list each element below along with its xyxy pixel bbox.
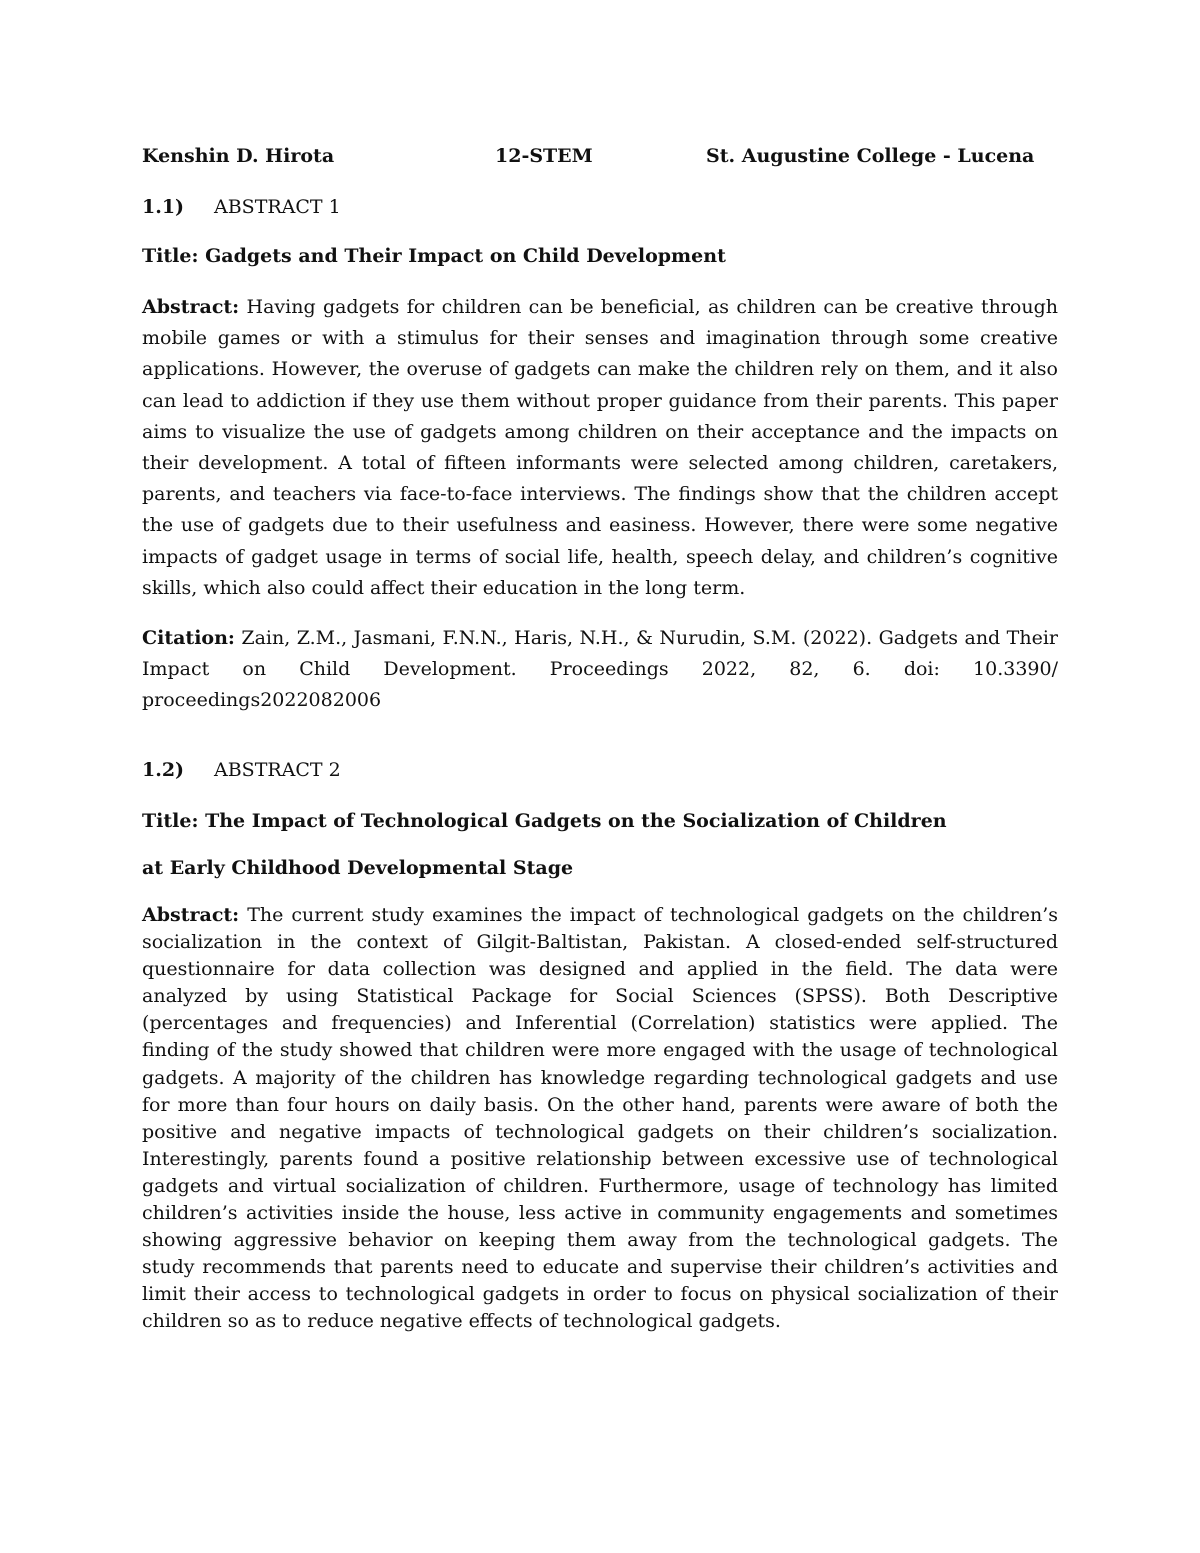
abstract1-number: 1.1) [142, 196, 185, 218]
abstract2-title-line2: at Early Childhood Developmental Stage [142, 857, 574, 879]
abstract1-heading-text: ABSTRACT 1 [214, 196, 341, 218]
abstract1-paragraph [142, 292, 1058, 604]
school-name: St. Augustine College - Lucena [706, 145, 1035, 167]
abstract1-citation [142, 623, 1058, 716]
abstract2-abstract-label: Abstract: [142, 904, 240, 926]
abstract1-title-label: Title: [142, 245, 199, 267]
abstract1-title [142, 244, 726, 268]
abstract2-paragraph [142, 902, 1058, 1336]
abstract2-title [142, 809, 947, 833]
abstract1-citation-label: Citation: [142, 627, 235, 649]
student-name: Kenshin D. Hirota [142, 145, 335, 167]
abstract1-heading [142, 195, 341, 219]
abstract1-citation-text: Zain, Z.M., Jasmani, F.N.N., Haris, N.H., & Nurudin, S.M. (2022). Gadgets and Their Impact on Child Development. Proceedings 2022, 82, 6. doi: 10.3390/ proceedings2022082006 [142, 627, 1058, 711]
abstract1-title-text: Gadgets and Their Impact on Child Development [205, 245, 726, 267]
student-grade: 12-STEM [495, 145, 593, 167]
abstract2-heading-text: ABSTRACT 2 [214, 759, 341, 781]
abstract1-abstract-text: Having gadgets for children can be beneficial, as children can be creative through mobile games or with a stimulus for their senses and imagination through some creative applications. However, the overuse of gadgets can make the children rely on them, and it also can lead to addiction if they use them without proper guidance from their parents. This paper aims to visualize the use of gadgets among children on their acceptance and the impacts on their development. A total of fifteen informants were selected among children, caretakers, parents, and teachers via face-to-face interviews. The findings show that the children accept the use of gadgets due to their usefulness and easiness. However, there were some negative impacts of gadget usage in terms of social life, health, speech delay, and children’s cognitive skills, which also could affect their education in the long term. [142, 296, 1058, 599]
abstract2-heading [142, 758, 341, 782]
abstract2-title-line1: The Impact of Technological Gadgets on the Socialization of Children [205, 810, 947, 832]
abstract1-abstract-label: Abstract: [142, 296, 240, 318]
abstract2-title-label: Title: [142, 810, 199, 832]
abstract2-number: 1.2) [142, 759, 185, 781]
abstract2-abstract-text: The current study examines the impact of technological gadgets on the children’s socialization in the context of Gilgit-Baltistan, Pakistan. A closed-ended self-structured questionnaire for data collection was designed and applied in the field. The data were analyzed by using Statistical Package for Social Sciences (SPSS). Both Descriptive (percentages and frequencies) and Inferential (Correlation) statistics were applied. The finding of the study showed that children were more engaged with the usage of technological gadgets. A majority of the children has knowledge regarding technological gadgets and use for more than four hours on daily basis. On the other hand, parents were aware of both the positive and negative impacts of technological gadgets on their children’s socialization. Interestingly, parents found a positive relationship between excessive use of technological gadgets and virtual socialization of children. Furthermore, usage of technology has limited children’s activities inside the house, less active in community engagements and sometimes showing aggressive behavior on keeping them away from the technological gadgets. The study recommends that parents need to educate and supervise their children’s activities and limit their access to technological gadgets in order to focus on physical socialization of their children so as to reduce negative effects of technological gadgets. [142, 904, 1058, 1333]
